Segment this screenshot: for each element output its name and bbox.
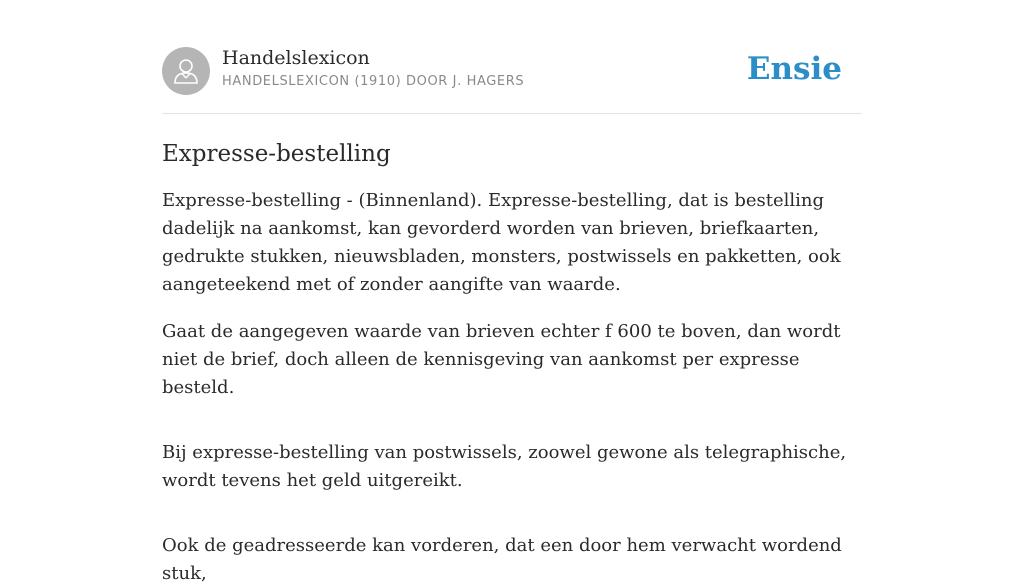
article-paragraph: Expresse-bestelling - (Binnenland). Expresse-bestelling, dat is bestelling dadelijk na aankomst, kan gevorderd worden van brieven, briefkaarten, gedrukte stukken, nieuwsbladen, monsters, postwissels en pakketten, ook aangeteekend met of zonder aangifte van waarde. [162, 190, 841, 295]
article-paragraph: Bij expresse-bestelling van postwissels, zoowel gewone als telegraphische, wordt tevens het geld uitgereikt. [162, 442, 847, 491]
avatar[interactable] [162, 47, 210, 95]
entry-title: Expresse-bestelling [162, 141, 391, 167]
article-body [162, 187, 862, 588]
page-header [162, 0, 862, 114]
article-paragraph: Gaat de aangegeven waarde van brieven echter f 600 te boven, dan wordt niet de brief, doch alleen de kennisgeving van aankomst per expresse besteld. [162, 321, 841, 398]
user-icon [173, 57, 199, 85]
ensie-logo[interactable]: Ensie [746, 51, 842, 87]
article-paragraph: Ook de geadresseerde kan vorderen, dat een door hem verwacht wordend stuk, [162, 535, 842, 584]
page [162, 0, 862, 588]
book-title-link[interactable]: Handelslexicon [222, 47, 370, 69]
book-subtitle: HANDELSLEXICON (1910) DOOR J. HAGERS [222, 74, 525, 89]
